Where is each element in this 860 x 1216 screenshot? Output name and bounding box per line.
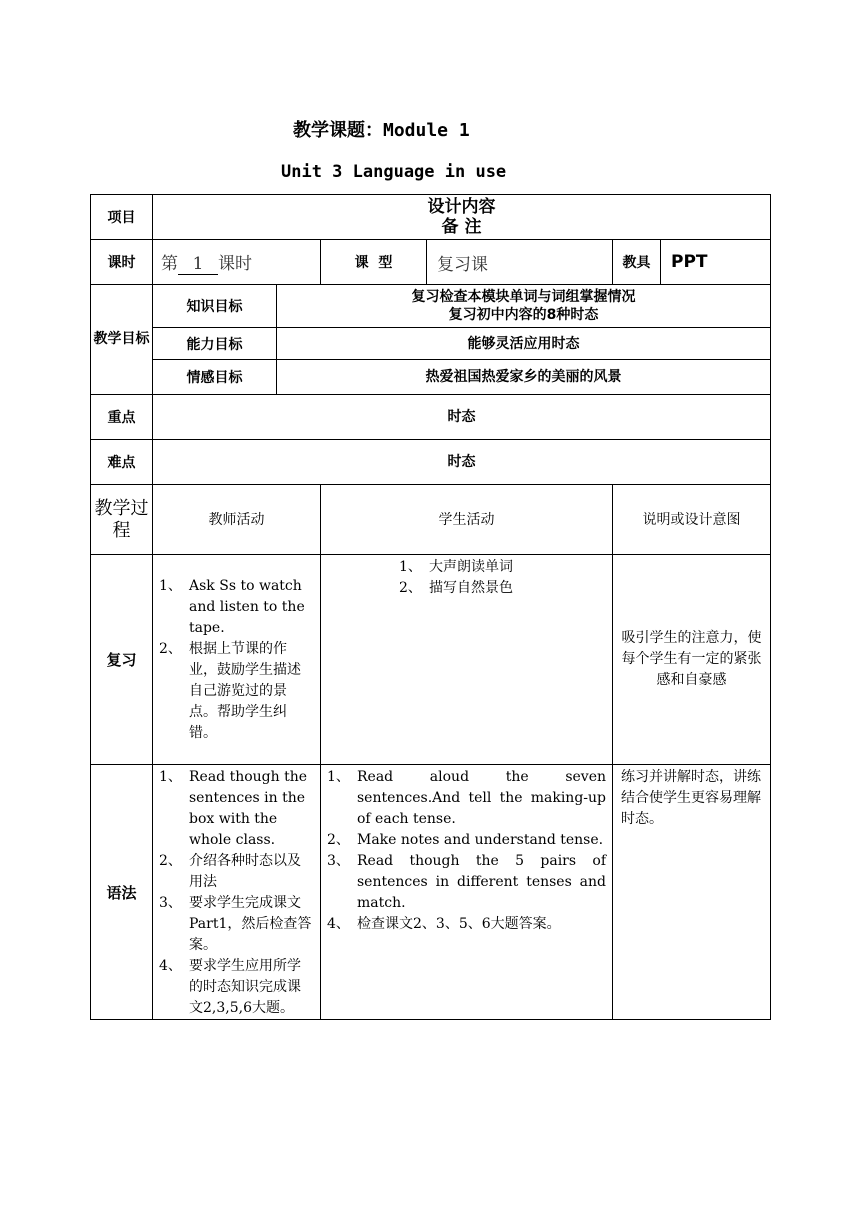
teacher-activity-heading: 教师活动 bbox=[153, 485, 321, 555]
period-suffix: 课时 bbox=[218, 254, 252, 274]
period-value-cell bbox=[153, 240, 321, 285]
list-item-text: 根据上节课的作业，鼓励学生描述自己游览过的景点。帮助学生纠错。 bbox=[189, 640, 301, 741]
grammar-student-cell bbox=[321, 765, 613, 1020]
list-item-number: 2、 bbox=[327, 832, 350, 848]
list-item bbox=[159, 851, 314, 893]
period-number: 1 bbox=[178, 254, 218, 275]
list-item-number: 4、 bbox=[159, 958, 182, 974]
list-item bbox=[327, 767, 606, 830]
grammar-teacher-cell bbox=[153, 765, 321, 1020]
tool-label: 教具 bbox=[613, 240, 661, 285]
emotion-label: 情感目标 bbox=[153, 360, 277, 395]
grammar-teacher-list bbox=[159, 767, 314, 1019]
list-item-number: 4、 bbox=[327, 916, 350, 932]
period-prefix: 第 bbox=[161, 254, 178, 274]
period-label: 课时 bbox=[91, 240, 153, 285]
row-grammar bbox=[91, 765, 771, 1020]
knowledge-line1: 复习检查本模块单词与词组掌握情况 bbox=[411, 289, 636, 305]
emotion-value: 热爱祖国热爱家乡的美丽的风景 bbox=[277, 360, 771, 395]
lesson-plan-table bbox=[90, 194, 771, 1020]
list-item-number: 1、 bbox=[399, 559, 422, 575]
goals-label: 教学目标 bbox=[91, 285, 153, 395]
row-knowledge bbox=[91, 285, 771, 328]
list-item-text: Make notes and understand tense. bbox=[357, 832, 604, 848]
row-emotion bbox=[91, 360, 771, 395]
list-item-number: 2、 bbox=[399, 580, 422, 596]
list-item bbox=[159, 893, 314, 956]
list-item-text: 介绍各种时态以及用法 bbox=[189, 853, 301, 890]
list-item-number: 2、 bbox=[159, 640, 182, 657]
knowledge-label: 知识目标 bbox=[153, 285, 277, 328]
list-item-number: 1、 bbox=[159, 577, 182, 594]
list-item bbox=[159, 576, 314, 639]
list-item bbox=[327, 830, 606, 851]
list-item bbox=[159, 767, 314, 851]
row-period bbox=[91, 240, 771, 285]
list-item-text: 要求学生完成课文Part1，然后检查答案。 bbox=[189, 895, 312, 953]
type-label: 课 型 bbox=[321, 240, 427, 285]
review-teacher-list bbox=[159, 576, 314, 744]
list-item bbox=[159, 956, 314, 1019]
list-item-text: Read though the 5 pairs of sentences in different tenses and match. bbox=[357, 853, 606, 911]
row-key bbox=[91, 395, 771, 440]
remark-heading: 备 注 bbox=[441, 217, 482, 237]
knowledge-value bbox=[277, 285, 771, 328]
list-item-text: Read though the sentences in the box with the whole class. bbox=[189, 769, 308, 848]
list-item-number: 1、 bbox=[159, 769, 182, 785]
list-item-text: Ask Ss to watch and listen to the tape. bbox=[189, 577, 305, 636]
tool-value: PPT bbox=[661, 240, 771, 285]
list-item bbox=[327, 851, 606, 914]
list-item-number: 3、 bbox=[327, 853, 350, 869]
review-label: 复习 bbox=[91, 555, 153, 765]
grammar-student-list bbox=[327, 767, 606, 935]
row-process-header bbox=[91, 485, 771, 555]
row-difficult bbox=[91, 440, 771, 485]
student-activity-heading: 学生活动 bbox=[321, 485, 613, 555]
review-note: 吸引学生的注意力，使每个学生有一定的紧张感和自豪感 bbox=[613, 555, 771, 765]
knowledge-line2: 复习初中内容的8种时态 bbox=[448, 307, 599, 323]
grammar-note: 练习并讲解时态，讲练结合使学生更容易理解时态。 bbox=[613, 765, 771, 1020]
review-student-cell bbox=[321, 555, 613, 765]
list-item-text: 大声朗读单词 bbox=[429, 559, 513, 575]
list-item bbox=[399, 557, 606, 578]
lesson-title: 教学课题：Module 1 bbox=[293, 120, 470, 141]
grammar-label: 语法 bbox=[91, 765, 153, 1020]
design-content-cell bbox=[153, 195, 771, 240]
key-label: 重点 bbox=[91, 395, 153, 440]
ability-label: 能力目标 bbox=[153, 328, 277, 360]
row-item bbox=[91, 195, 771, 240]
difficult-value: 时态 bbox=[153, 440, 771, 485]
process-label: 教学过程 bbox=[91, 485, 153, 555]
list-item-text: 检查课文2、3、5、6大题答案。 bbox=[357, 916, 561, 932]
list-item-number: 3、 bbox=[159, 895, 182, 911]
unit-title: Unit 3 Language in use bbox=[281, 162, 507, 182]
note-heading: 说明或设计意图 bbox=[613, 485, 771, 555]
list-item bbox=[327, 914, 606, 935]
list-item-text: 描写自然景色 bbox=[429, 580, 513, 596]
design-content-heading: 设计内容 bbox=[427, 197, 496, 217]
ability-value: 能够灵活应用时态 bbox=[277, 328, 771, 360]
review-student-list bbox=[399, 557, 606, 599]
key-value: 时态 bbox=[153, 395, 771, 440]
item-label: 项目 bbox=[91, 195, 153, 240]
difficult-label: 难点 bbox=[91, 440, 153, 485]
row-review bbox=[91, 555, 771, 765]
list-item-number: 2、 bbox=[159, 853, 182, 869]
list-item-number: 1、 bbox=[327, 769, 350, 785]
list-item bbox=[159, 639, 314, 744]
list-item-text: 要求学生应用所学的时态知识完成课文2,3,5,6大题。 bbox=[189, 958, 301, 1016]
list-item bbox=[399, 578, 606, 599]
list-item-text: Read aloud the seven sentences.And tell the making-up of each tense. bbox=[357, 769, 606, 827]
type-value: 复习课 bbox=[427, 240, 613, 285]
row-ability bbox=[91, 328, 771, 360]
review-teacher-cell bbox=[153, 555, 321, 765]
